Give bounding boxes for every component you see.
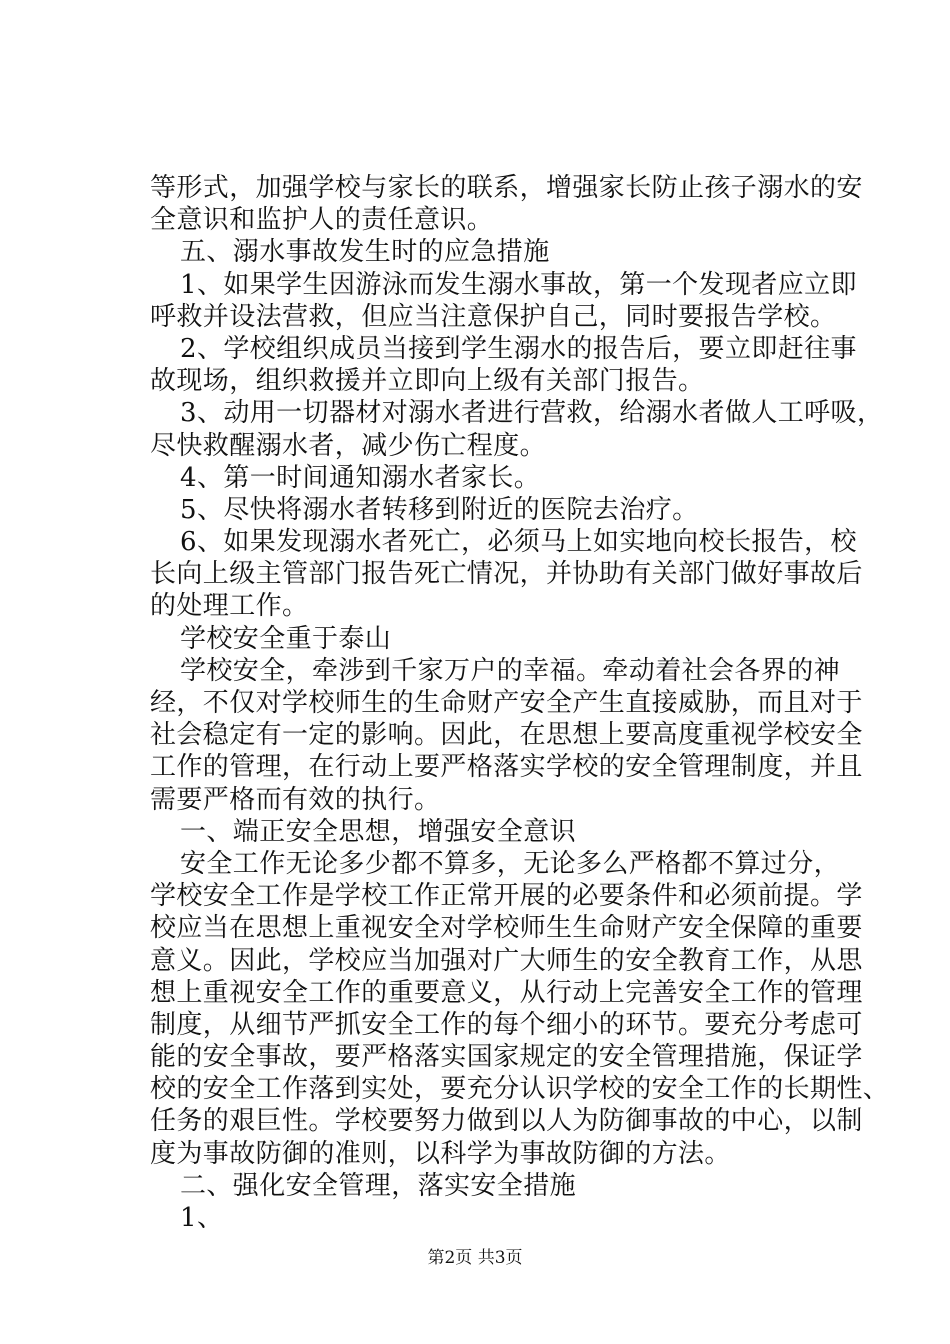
text-line: 1、 [180,1203,224,1233]
text-line: 长向上级主管部门报告死亡情况，并协助有关部门做好事故后 [150,559,863,590]
text-line: 安全工作无论多少都不算多，无论多么严格都不算过分， [180,848,841,879]
text-line: 度为事故防御的准则，以科学为事故防御的方法。 [150,1138,731,1169]
text-line: 意义。因此，学校应当加强对广大师生的安全教育工作，从思 [150,945,863,976]
text-line: 的处理工作。 [150,591,309,622]
text-line: 尽快救醒溺水者，减少伤亡程度。 [150,430,547,461]
text-line: 校应当在思想上重视安全对学校师生生命财产安全保障的重要 [150,913,863,944]
text-line: 二、强化安全管理，落实安全措施 [180,1170,577,1201]
text-line: 2、学校组织成员当接到学生溺水的报告后，要立即赶往事 [180,333,857,364]
text-line: 经，不仅对学校师生的生命财产安全产生直接威胁，而且对于 [150,688,863,718]
text-line: 学校安全工作是学校工作正常开展的必要条件和必须前提。学 [150,881,863,912]
text-line: 学校安全，牵涉到千家万户的幸福。牵动着社会各界的神 [180,655,841,686]
text-line: 需要严格而有效的执行。 [150,784,441,815]
text-line: 4、第一时间通知溺水者家长。 [180,462,541,493]
text-line: 能的安全事故，要严格落实国家规定的安全管理措施，保证学 [150,1042,863,1073]
page-footer: 第2页 共3页 [427,1248,523,1268]
text-line: 校的安全工作落到实处，要充分认识学校的安全工作的长期性、 [150,1074,890,1105]
text-line: 制度，从细节严抓安全工作的每个细小的环节。要充分考虑可 [150,1009,863,1040]
text-line: 工作的管理，在行动上要严格落实学校的安全管理制度，并且 [150,752,863,783]
text-line: 一、端正安全思想，增强安全意识 [180,816,577,847]
text-line: 1、如果学生因游泳而发生溺水事故，第一个发现者应立即 [180,269,857,300]
text-line: 学校安全重于泰山 [180,623,392,654]
text-line: 故现场，组织救援并立即向上级有关部门报告。 [150,366,705,397]
text-line: 5、尽快将溺水者转移到附近的医院去治疗。 [180,494,699,525]
text-line: 全意识和监护人的责任意识。 [150,205,494,236]
text-line: 3、动用一切器材对溺水者进行营救，给溺水者做人工呼吸， [180,398,884,429]
text-line: 呼救并设法营救，但应当注意保护自己，同时要报告学校。 [150,301,837,332]
text-line: 等形式，加强学校与家长的联系，增强家长防止孩子溺水的安 [150,173,863,203]
text-line: 6、如果发现溺水者死亡，必须马上如实地向校长报告，校 [180,527,857,558]
text-line: 五、溺水事故发生时的应急措施 [180,237,550,268]
text-line: 社会稳定有一定的影响。因此，在思想上要高度重视学校安全 [150,720,863,751]
text-line: 任务的艰巨性。学校要努力做到以人为防御事故的中心，以制 [150,1106,863,1137]
document-body [150,172,890,1234]
text-line: 想上重视安全工作的重要意义，从行动上完善安全工作的管理 [150,977,863,1008]
